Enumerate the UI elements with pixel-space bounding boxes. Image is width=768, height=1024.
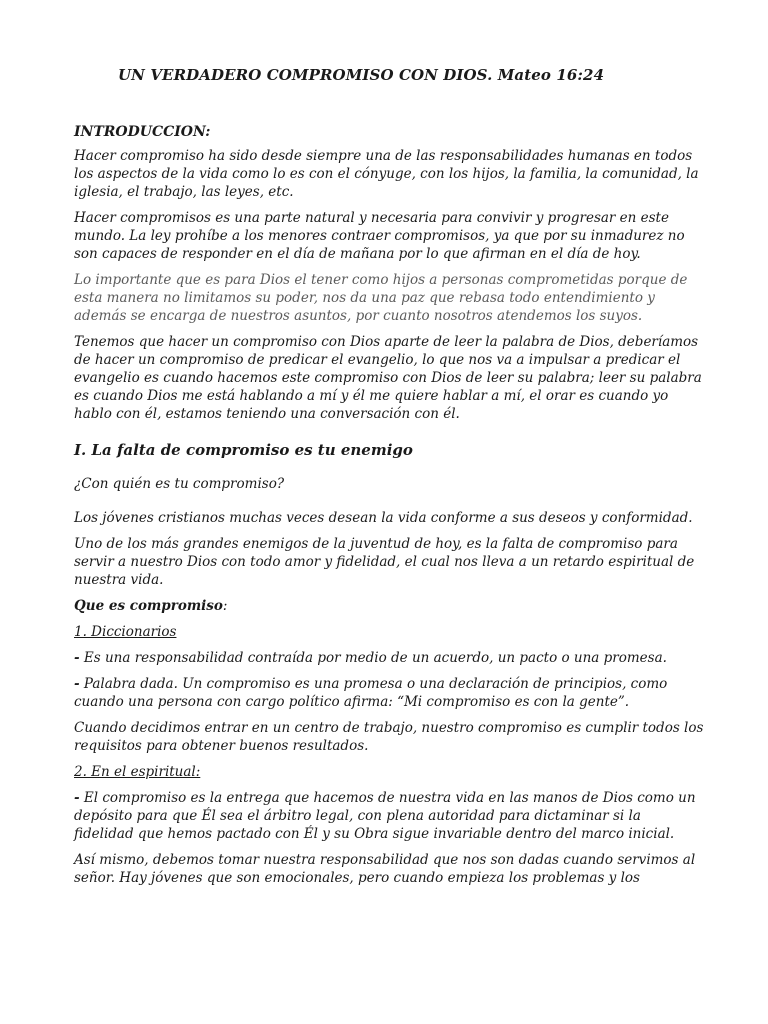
definition-text: Es una responsabilidad contraída por medio de un acuerdo, un pacto o una promesa. [79,650,667,666]
intro-paragraph-4: Tenemos que hacer un compromiso con Dios aparte de leer la palabra de Dios, deberíamos de hacer un compromiso de predicar el evangelio, lo que nos va a impulsar a predicar el evangelio es cuando hacemos este compromiso con Dios de leer su palabra; leer su palabra es cuando Dios me está hablando a mí y él me quiere hablar a mí, el orar es cuando yo hablo con él, estamos teniendo una conversación con él. [74,334,702,422]
section-1-question: ¿Con quién es tu compromiso? [74,476,285,492]
section-1-paragraph-2: Uno de los más grandes enemigos de la juventud de hoy, es la falta de compromiso para servir a nuestro Dios con todo amor y fidelidad, el cual nos lleva a un retardo espiritual de nuestra vida. [74,536,695,588]
document-title: UN VERDADERO COMPROMISO CON DIOS. Mateo 16:24 [118,66,605,84]
intro-paragraph-1: Hacer compromiso ha sido desde siempre una de las responsabilidades humanas en todos los aspectos de la vida como lo es con el cónyuge, con los hijos, la familia, la comunidad, la iglesia, el trabajo, las leyes, etc. [74,148,699,200]
document-body [74,123,714,895]
definition-text: El compromiso es la entrega que hacemos de nuestra vida en las manos de Dios como un depósito para que Él sea el árbitro legal, con plena autoridad para dictaminar si la fidelidad que hemos pactado con Él y su Obra sigue invariable dentro del marco inicial. [74,790,696,842]
subsection-dictionaries-heading: 1. Diccionarios [74,624,177,640]
dictionary-paragraph: Cuando decidimos entrar en un centro de trabajo, nuestro compromiso es cumplir todos los requisitos para obtener buenos resultados. [74,720,704,754]
spiritual-definition-1 [74,789,714,843]
subsection-spiritual-heading: 2. En el espiritual: [74,764,201,780]
introduction-heading: INTRODUCCION: [74,124,211,140]
intro-paragraph-3: Lo importante que es para Dios el tener como hijos a personas comprometidas porque de esta manera no limitamos su poder, nos da una paz que rebasa todo entendimiento y además se encarga de nuestros asuntos, por cuanto nosotros atendemos los suyos. [74,272,688,324]
bullet-dash: - [74,790,80,806]
definition-heading [74,597,714,615]
bullet-dash: - [74,650,80,666]
dictionary-definition-2 [74,675,714,711]
closing-paragraph: Así mismo, debemos tomar nuestra responsabilidad que nos son dadas cuando servimos al señor. Hay jóvenes que son emocionales, pero cuando empieza los problemas y los [74,852,696,886]
dictionary-definition-1 [74,649,714,667]
intro-paragraph-2: Hacer compromisos es una parte natural y necesaria para convivir y progresar en este mundo. La ley prohíbe a los menores contraer compromisos, ya que por su inmadurez no son capaces de responder en el día de mañana por lo que afirman en el día de hoy. [74,210,685,262]
section-1-heading: I. La falta de compromiso es tu enemigo [74,441,413,459]
definition-text: Palabra dada. Un compromiso es una promesa o una declaración de principios, como cuando una persona con cargo político afirma: “Mi compromiso es con la gente”. [74,676,668,710]
definition-colon: : [222,598,228,614]
definition-label: Que es compromiso [74,598,223,614]
section-1-paragraph-1: Los jóvenes cristianos muchas veces desean la vida conforme a sus deseos y conformidad. [74,510,693,526]
bullet-dash: - [74,676,80,692]
